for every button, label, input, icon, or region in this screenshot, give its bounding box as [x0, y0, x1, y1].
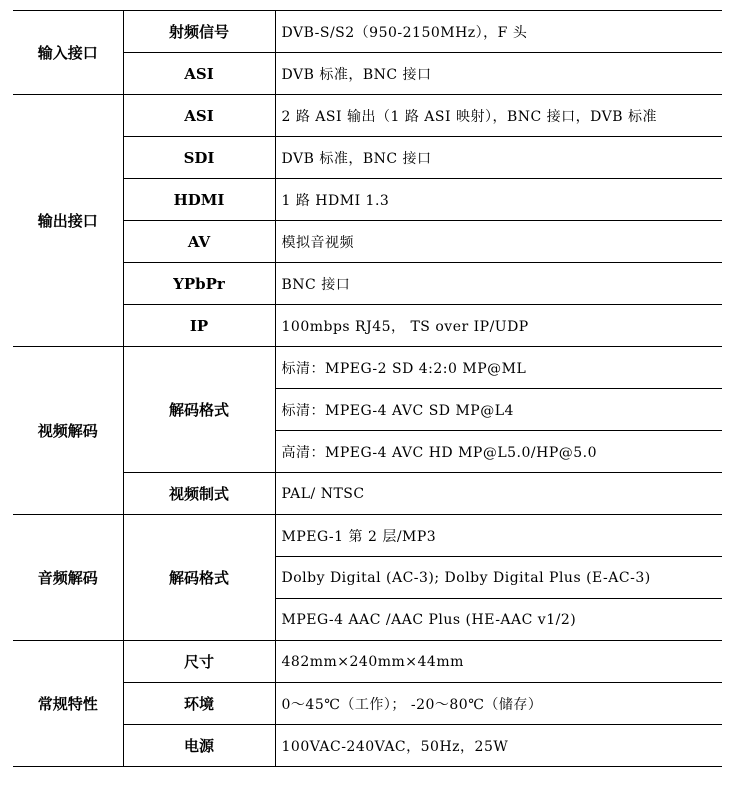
value-cell: 标清：MPEG-2 SD 4:2:0 MP@ML	[275, 347, 722, 389]
item-label-cell: YPbPr	[123, 263, 275, 305]
value-cell: MPEG-1 第 2 层/MP3	[275, 515, 722, 557]
item-label-cell: 视频制式	[123, 473, 275, 515]
item-label-cell: AV	[123, 221, 275, 263]
value-cell: 0～45℃（工作）； -20～80℃（储存）	[275, 683, 722, 725]
table-row	[13, 515, 722, 557]
spec-table-body	[13, 11, 722, 767]
value-cell: MPEG-4 AAC /AAC Plus (HE-AAC v1/2)	[275, 599, 722, 641]
value-cell: 2 路 ASI 输出（1 路 ASI 映射），BNC 接口，DVB 标准	[275, 95, 722, 137]
category-cell: 输入接口	[13, 11, 123, 95]
value-cell: 100mbps RJ45， TS over IP/UDP	[275, 305, 722, 347]
item-label-cell: 射频信号	[123, 11, 275, 53]
value-cell: DVB-S/S2（950-2150MHz），F 头	[275, 11, 722, 53]
table-row	[13, 347, 722, 389]
value-cell: PAL/ NTSC	[275, 473, 722, 515]
spec-table	[13, 10, 722, 767]
table-row	[13, 11, 722, 53]
value-cell: 模拟音视频	[275, 221, 722, 263]
value-cell: 标清：MPEG-4 AVC SD MP@L4	[275, 389, 722, 431]
value-cell: BNC 接口	[275, 263, 722, 305]
value-cell: DVB 标准，BNC 接口	[275, 53, 722, 95]
value-cell: 100VAC-240VAC，50Hz，25W	[275, 725, 722, 767]
value-cell: DVB 标准，BNC 接口	[275, 137, 722, 179]
item-label-cell: 电源	[123, 725, 275, 767]
item-label-cell: 解码格式	[123, 347, 275, 473]
category-cell: 音频解码	[13, 515, 123, 641]
category-cell: 输出接口	[13, 95, 123, 347]
item-label-cell: ASI	[123, 95, 275, 137]
category-cell: 常规特性	[13, 641, 123, 767]
category-cell: 视频解码	[13, 347, 123, 515]
value-cell: 高清：MPEG-4 AVC HD MP@L5.0/HP@5.0	[275, 431, 722, 473]
item-label-cell: 尺寸	[123, 641, 275, 683]
item-label-cell: 环境	[123, 683, 275, 725]
table-row	[13, 95, 722, 137]
item-label-cell: IP	[123, 305, 275, 347]
item-label-cell: 解码格式	[123, 515, 275, 641]
item-label-cell: ASI	[123, 53, 275, 95]
value-cell: Dolby Digital (AC-3); Dolby Digital Plus (E-AC-3)	[275, 557, 722, 599]
item-label-cell: SDI	[123, 137, 275, 179]
item-label-cell: HDMI	[123, 179, 275, 221]
table-row	[13, 641, 722, 683]
value-cell: 482mm×240mm×44mm	[275, 641, 722, 683]
value-cell: 1 路 HDMI 1.3	[275, 179, 722, 221]
